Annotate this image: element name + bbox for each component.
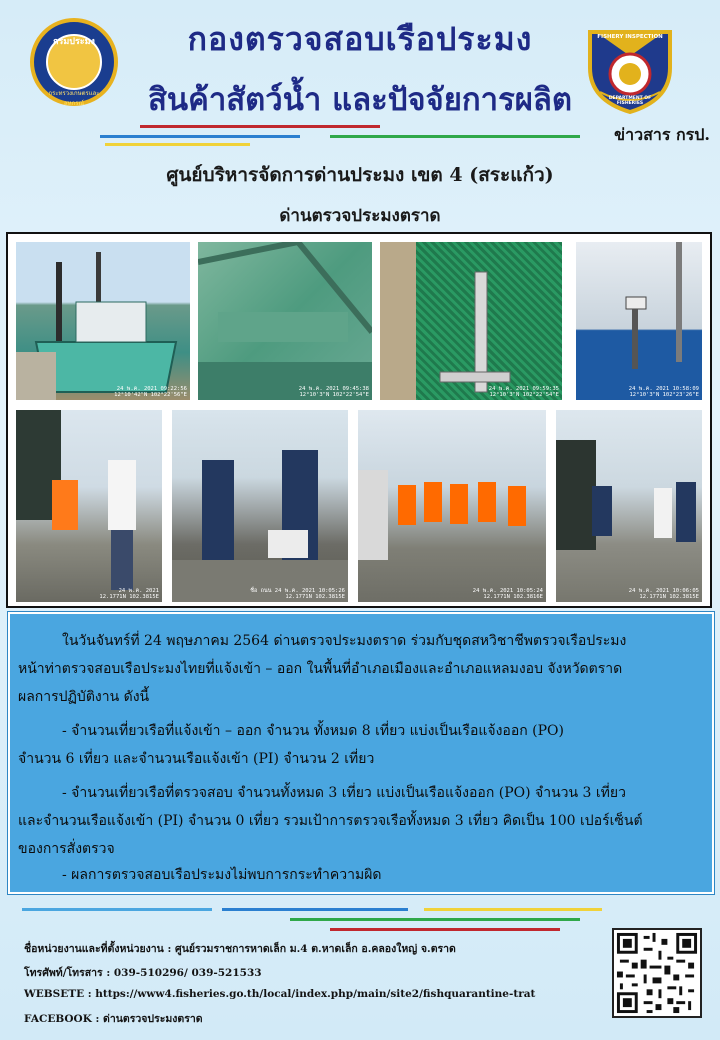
bullet-boats-inspected-cont: ของการสั่งตรวจ xyxy=(18,841,115,857)
report-paragraph-line: ในวันจันทร์ที่ 24 พฤษภาคม 2564 ด่านตรวจประมงตราด ร่วมกับชุดสหวิชาชีพตรวจเรือประมง xyxy=(62,633,627,649)
document-inspection-photo xyxy=(172,410,348,602)
bullet-boats-notified-cont: จำนวน 6 เที่ยว และจำนวนเรือแจ้งเข้า (PI) จำนวน 2 เที่ยว xyxy=(18,751,375,767)
report-paragraph-line: หน้าท่าตรวจสอบเรือประมงไทยที่แจ้งเข้า – ออก ในพื้นที่อำเภอเมืองและอำเภอแหลมงอบ จังหวัดตราด xyxy=(18,661,623,677)
fishing-boat-photo xyxy=(16,242,190,400)
photo-gallery xyxy=(6,232,712,608)
net-mesh-caliper-photo xyxy=(380,242,562,400)
bullet-result: - ผลการตรวจสอบเรือประมงไม่พบการกระทำความผิด xyxy=(62,867,382,883)
footer-divider-blue xyxy=(22,908,212,911)
badge-top-text: FISHERY INSPECTION xyxy=(597,34,663,40)
badge-bottom-text: DEPARTMENT OF FISHERIES xyxy=(608,96,652,106)
photo-stamp: 24 พ.ค. 2021 09:22:56 12°10'42"N 102°22'56"E xyxy=(114,386,187,398)
photo-stamp: 24 พ.ค. 2021 10:05:24 12.1771N 102.3816E xyxy=(472,588,543,600)
divider-red xyxy=(140,125,380,128)
vms-antenna-photo xyxy=(576,242,702,400)
photo-stamp: 24 พ.ค. 2021 09:45:38 12°10'3"N 102°22'54"E xyxy=(298,386,369,398)
seal-bottom-text: กระทรวงเกษตรและสหกรณ์ xyxy=(48,90,100,107)
footer-phone: โทรศัพท์/โทรสาร : 039-510296/ 039-521533 xyxy=(24,967,262,979)
report-paragraph-line: ผลการปฏิบัติงาน ดังนี้ xyxy=(18,689,150,705)
divider-green xyxy=(330,135,580,138)
report-textbox xyxy=(8,612,714,894)
photo-stamp: ชื่อ ถนน 24 พ.ค. 2021 10:05:26 12.1771N 102.3815E xyxy=(250,588,345,600)
footer-divider-blue2 xyxy=(222,908,408,911)
qr-code-icon[interactable] xyxy=(612,928,702,1018)
checkpoint-heading: ด่านตรวจประมงตราด xyxy=(279,206,441,226)
photo-stamp: 24 พ.ค. 2021 10:58:09 12°10'3"N 102°23'26"E xyxy=(628,386,699,398)
page-title: กองตรวจสอบเรือประมง xyxy=(187,20,533,58)
bullet-boats-inspected: - จำนวนเที่ยวเรือที่ตรวจสอบ จำนวนทั้งหมด 3 เที่ยว แบ่งเป็นเรือแจ้งออก (PO) จำนวน 3 เที่ยว xyxy=(62,785,626,801)
photo-stamp: 24 พ.ค. 2021 09:59:35 12°10'3"N 102°22'54"E xyxy=(488,386,559,398)
footer-agency: ชื่อหน่วยงานและที่ตั้งหน่วยงาน : ศูนย์รวมราชการหาดเล็ก ม.4 ต.หาดเล็ก อ.คลองใหญ่ จ.ตราด xyxy=(24,943,456,955)
photo-stamp: 24 พ.ค. 2021 10:06:05 12.1771N 102.3815E xyxy=(628,588,699,600)
divider-yellow xyxy=(105,143,250,146)
bullet-boats-inspected-cont: และจำนวนเรือแจ้งเข้า (PI) จำนวน 0 เที่ยว รวมเป้าการตรวจเรือทั้งหมด 3 เที่ยว คิดเป็น 100 เปอร์เซ็นต์ xyxy=(18,813,643,829)
department-seal-logo xyxy=(30,18,118,106)
photo-stamp: 24 พ.ค. 2021 12.1771N 102.3815E xyxy=(99,588,159,600)
bullet-boats-notified: - จำนวนเที่ยวเรือที่แจ้งเข้า – ออก จำนวน ทั้งหมด 8 เที่ยว แบ่งเป็นเรือแจ้งออก (PO) xyxy=(62,723,564,739)
pier-checkpoint-photo xyxy=(556,410,702,602)
footer-divider-red xyxy=(330,928,560,931)
divider-blue xyxy=(100,135,300,138)
seal-top-text: กรมประมง xyxy=(53,37,95,47)
hull-marking-photo xyxy=(198,242,372,400)
footer-facebook-link[interactable]: FACEBOOK : ด่านตรวจประมงตราด xyxy=(24,1013,203,1025)
center-heading: ศูนย์บริหารจัดการด่านประมง เขต 4 (สระแก้ว) xyxy=(166,164,554,186)
officer-interview-photo xyxy=(16,410,162,602)
footer-divider-green xyxy=(290,918,580,921)
page-subtitle: สินค้าสัตว์น้ำ และปัจจัยการผลิต xyxy=(147,82,573,118)
footer-divider-yellow xyxy=(424,908,602,911)
footer-website-link[interactable]: WEBSETE : https://www4.fisheries.go.th/local/index.php/main/site2/fishquarantine-trat xyxy=(24,988,536,1000)
news-label: ข่าวสาร กรป. xyxy=(614,125,710,144)
crew-group-photo xyxy=(358,410,546,602)
